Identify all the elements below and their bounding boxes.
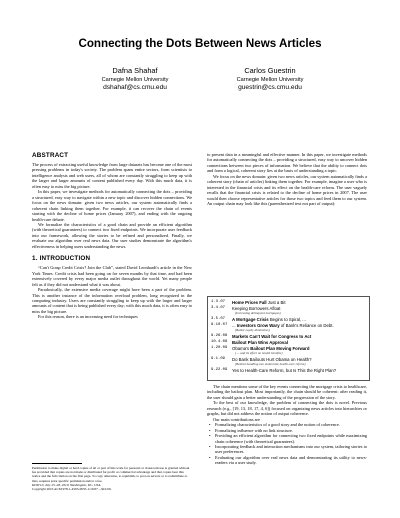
author-affiliation: Carnegie Mellon University	[236, 76, 304, 83]
chain-date: 10.4.08	[211, 340, 228, 344]
chain-note: (Increasing delinquent mortgages)	[235, 311, 281, 315]
section-heading-introduction: 1. INTRODUCTION	[32, 255, 91, 263]
chain-date: 9.22.09	[211, 368, 228, 372]
chain-headline: Bailout Plan Wins Approval	[232, 340, 288, 345]
chain-note: (Banks' equity diminishes)	[235, 328, 270, 332]
abstract-paragraph: The process of extracting useful knowledge from large datasets has become one of the most pressing problems in today's society. The problem spans entire sectors, from scientists to intelligence analysts and web users, all of whom are constantly struggling to keep up with the larger and larger amounts of content published every day. With this much data, it is often easy to miss the big picture.	[32, 162, 192, 189]
right-column-lower	[207, 384, 367, 466]
author-block-2	[200, 67, 340, 93]
footnote-rule	[32, 463, 82, 464]
chain-headline: Keeping Borrowers Afloat	[232, 306, 281, 311]
chain-date: 9.1.09	[211, 357, 226, 361]
footnote-copyright: Copyright 2010 ACM 978-1-4503-0055-1/10/07 ...$10.00.	[32, 487, 112, 492]
intro-paragraph: Paradoxically, the extensive media coverage might have been a part of the problem. This is another instance of the information overload problem, long recognized in the computing industry. Users are constantly struggling to keep up with the larger and larger amounts of content that is being published every day; with this much data, it is often easy to miss the big picture.	[32, 287, 192, 314]
author-affiliation: Carnegie Mellon University	[101, 76, 169, 83]
abstract-heading: ABSTRACT	[32, 152, 69, 159]
chain-headline: Do Bank Bailouts Hurt Obama on Health?	[232, 357, 312, 362]
chain-date: 8.10.07	[211, 323, 228, 327]
author-name: Dafna Shahaf	[112, 66, 158, 75]
body-paragraph: Our main contributions are	[213, 416, 260, 422]
chain-date: 1.3.07	[211, 300, 226, 304]
author-name: Carlos Guestrin	[244, 66, 296, 75]
paper-title: Connecting the Dots Between News Articles	[78, 37, 322, 50]
chain-headline: ... Investors Grow Wary of Bank's Reliance on Debt.	[232, 323, 334, 328]
contributions-list	[207, 422, 367, 466]
author-email: guestrin@cs.cmu.edu	[238, 84, 302, 92]
chain-headline: Yes to Health-Care Reform, but Is This the Right Plan?	[232, 368, 337, 373]
footnote-text: Permission to make digital or hard copies of all or part of this work for personal or classroom use is granted without fee provided that copies are not made or distributed for profit or commercial advantage and that copies bear this notice and the full citation on the first page. To copy otherwise, to republish, to post on servers or to redistribute to lists, requires prior specific permission and/or a fee.	[32, 466, 190, 483]
list-item: • Formalizing influence with no link structure.	[215, 428, 367, 433]
chain-note: ( ... and its effect on health benefits)	[235, 351, 283, 355]
chain-headline: Markets Can't Wait for Congress to Act	[232, 334, 312, 339]
chain-headline: Obama's Bailout Plan Moving Forward	[232, 346, 310, 351]
left-column	[32, 152, 192, 320]
body-paragraph: to present data in a meaningful and effective manner. In this paper, we investigate methods for automatically connecting the dots – providing a structured, easy way to uncover hidden connections between two pieces of information. We believe that the ability to connect dots and form a logical, coherent story lies at the basis of understanding a topic.	[207, 152, 367, 174]
chain-date: 1.20.09	[211, 346, 228, 350]
author-email: dshahaf@cs.cmu.edu	[103, 84, 167, 92]
list-item: • Incorporating feedback and interaction mechanisms into our system, tailoring stories to user preferences.	[215, 444, 367, 455]
permission-footnote	[32, 466, 192, 491]
body-paragraph: To the best of our knowledge, the problem of connecting the dots is novel. Previous research (e.g., [19, 13, 18, 17, 4, 6]) focused on organizing news articles into hierarchies or graphs, but did not address the notion of output coherence.	[207, 400, 367, 417]
footnote-venue: KDD'10, July 25–28, 2010, Washington, DC, USA.	[32, 482, 102, 487]
chain-headline: A Mortgage Crisis Begins to Spiral, ...	[232, 317, 306, 322]
abstract-paragraph: In this paper, we investigate methods for automatically connecting the dots – providing a structured, easy way to navigate within a new topic and discover hidden connections. We focus on the news domain: given two news articles, our system automatically finds a coherent chain linking them together. For example, it can recover the chain of events starting with the decline of home prices (January 2007), and ending with the ongoing health-care debate.	[32, 189, 192, 222]
abstract-paragraph: We formalize the characteristics of a good chain and provide an efficient algorithm (with theoretical guarantees) to connect two fixed endpoints. We incorporate user feedback into our framework, allowing the stories to be refined and personalized. Finally, we evaluate our algorithm over real news data. Our user studies demonstrate the algorithm's effectiveness in helping users understanding the news.	[32, 221, 192, 249]
chain-date: 3.4.07	[211, 306, 226, 310]
list-item: • Providing an efficient algorithm for connecting two fixed endpoints while maximizing chain coherence (with theoretical guarantees).	[215, 433, 367, 444]
body-paragraph: The chain mentions some of the key events connecting the mortgage crisis to healthcare, including the bailout plan. Most importantly, the chain should be coherent: after reading it, the user should gain a better understanding of the progression of the story.	[207, 384, 367, 400]
intro-paragraph: “Can't Grasp Credit Crisis? Join the Club”, stated David Leonhardt's article in the New York Times. Credit crisis had been going on for seven months by that time, and had been extensively covered by every major media outlet throughout the world. Yet many people felt as if they did not understand what it was about.	[32, 265, 192, 287]
body-paragraph: We focus on the news domain: given two news articles, our system automatically finds a coherent story (chain of articles) linking them together. For example, imagine a user who is interested in the financial crisis and its effect on the health-care reform. The user vaguely recalls that the financial crisis is related to the decline of home prices in 2007. The user would then choose representative articles for those two topics and feed them to our system. An output chain may look like this (parenthesized text not part of output):	[207, 173, 367, 207]
list-item: • Formalizing characteristics of a good story and the notion of coherence.	[215, 422, 367, 427]
chain-note: (Bailout handling can undermine health-care reform)	[235, 362, 306, 366]
list-item: • Evaluating our algorithm over real news data and demonstrating its utility to news-readers via a user study.	[215, 455, 367, 466]
chain-date: 3.5.07	[211, 317, 226, 321]
chain-headline: Home Prices Fall Just a Bit	[232, 300, 286, 305]
right-column	[207, 152, 367, 207]
example-chain-box	[207, 296, 370, 381]
intro-paragraph: For this reason, there is an increasing need for techniques	[38, 314, 138, 320]
author-block-1	[65, 67, 205, 93]
chain-date: 9.26.08	[211, 334, 228, 338]
